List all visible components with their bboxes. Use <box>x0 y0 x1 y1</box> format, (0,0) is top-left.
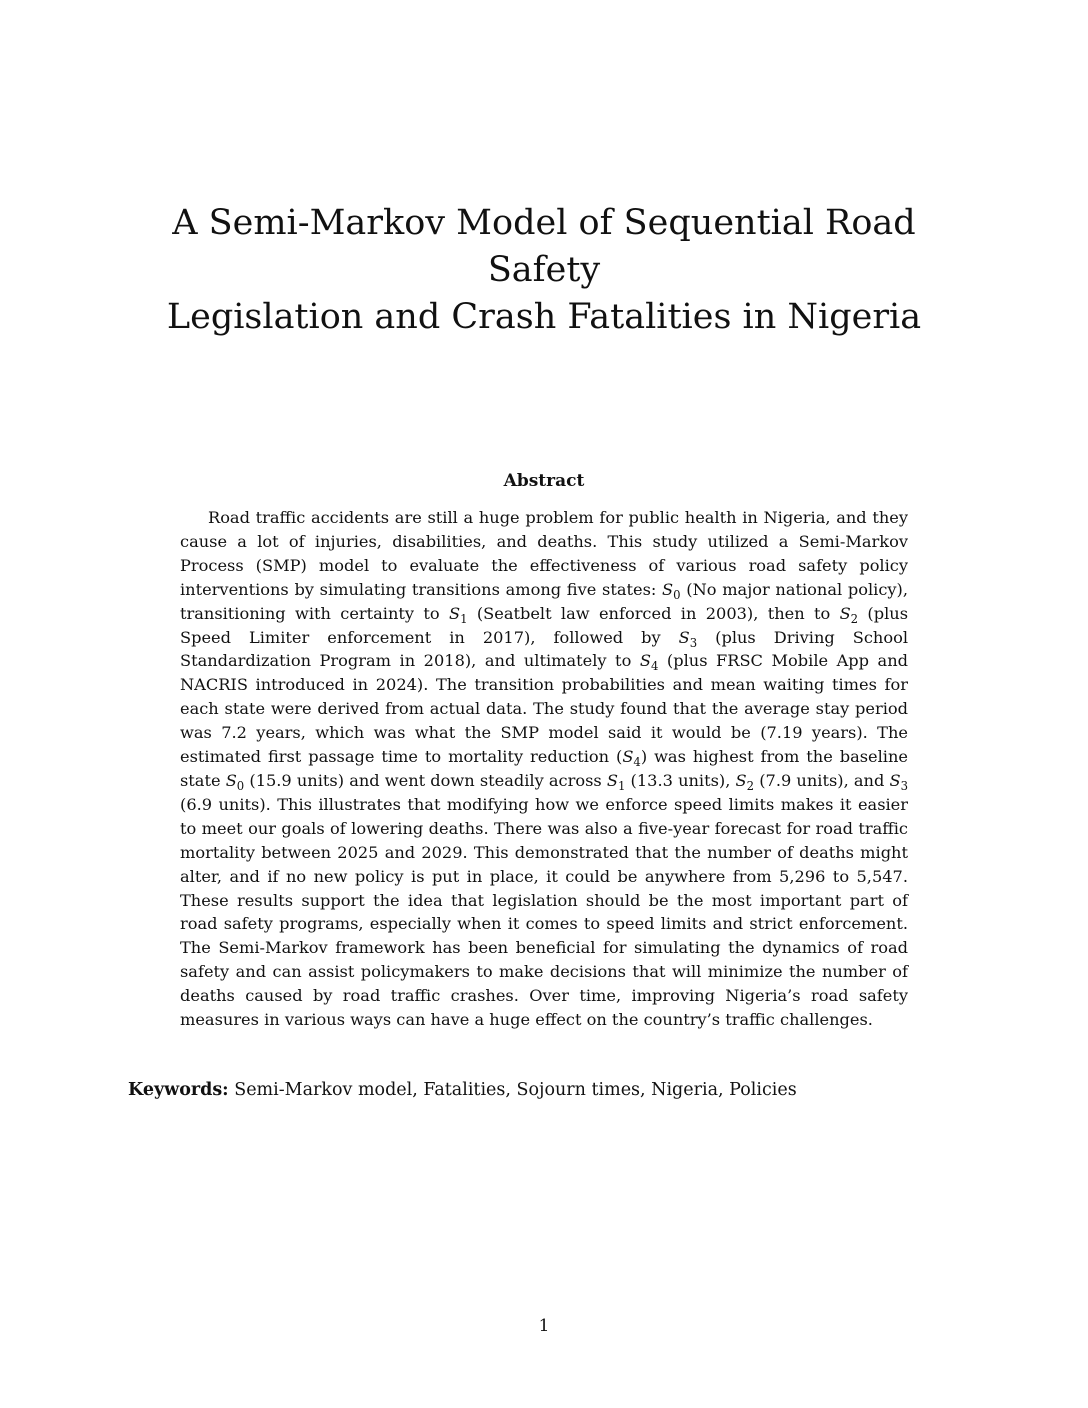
abstract-body <box>180 506 908 1032</box>
title-line-2: Legislation and Crash Fatalities in Nigeria <box>166 297 922 337</box>
state-symbol: $S_0$ <box>662 579 681 602</box>
abstract-heading: Abstract <box>503 471 585 491</box>
abstract-text: (No major national policy), transitioning with certainty to <box>180 579 908 623</box>
abstract-text: ) was highest from the baseline state <box>180 747 908 790</box>
abstract-text: (6.9 units). This illustrates that modifying how we enforce speed limits makes it easier to meet our goals of lowering deaths. There was also a five-year forecast for road traffic mortality between 2025 and 2029. This demonstrated that the number of deaths might alter, and if no new policy is put in place, it could be anywhere from 5,296 to 5,547. These results support the idea that legislation should be the most important part of road safety programs, especially when it comes to speed limits and strict enforcement. The Semi-Markov framework has been beneficial for simulating the dynamics of road safety and can assist policymakers to make decisions that will minimize the number of deaths caused by road traffic crashes. Over time, improving Nigeria’s road safety measures in various ways can have a huge effect on the country’s traffic challenges. <box>180 794 908 1030</box>
state-symbol: $S_0$ <box>225 770 245 794</box>
abstract-text: (15.9 units) and went down steadily across <box>244 770 607 790</box>
abstract-text: (plus Speed Limiter enforcement in 2017), followed by <box>180 603 909 647</box>
keywords <box>128 1080 797 1100</box>
page-number: 1 <box>538 1316 550 1336</box>
abstract-text: Road traffic accidents are still a huge problem for public health in Nigeria, and they cause a lot of injuries, disabilities, and deaths. This study utilized a Semi-Markov Process (SMP) model to evaluate the effectiveness of various road safety policy interventions by simulating transitions among five states: <box>180 508 908 599</box>
state-symbol: $S_2$ <box>839 603 859 626</box>
abstract-text: (plus Driving School Standardization Program in 2018), and ultimately to <box>180 627 908 671</box>
state-symbol: $S_2$ <box>735 770 755 794</box>
paper-title <box>130 200 958 341</box>
state-symbol: $S_1$ <box>606 770 626 794</box>
title-line-1: A Semi-Markov Model of Sequential Road Safety <box>172 203 916 290</box>
abstract-text: (plus FRSC Mobile App and NACRIS introduced in 2024). The transition probabilities and mean waiting times for each state were derived from actual data. The study found that the average stay period was 7.2 years, which was what the SMP model said it would be (7.19 years). The estimated first passage time to mortality reduction ( <box>180 651 908 767</box>
keywords-list: Semi-Markov model, Fatalities, Sojourn times, Nigeria, Policies <box>228 1080 797 1100</box>
keywords-label: Keywords: <box>128 1080 229 1100</box>
state-symbol: $S_3$ <box>678 627 698 650</box>
state-symbol: $S_4$ <box>622 747 641 770</box>
state-symbol: $S_4$ <box>639 651 659 674</box>
state-symbol: $S_1$ <box>448 603 468 626</box>
abstract-text: (13.3 units), <box>625 770 736 790</box>
abstract-text: (7.9 units), and <box>754 770 890 790</box>
abstract-text: (Seatbelt law enforced in 2003), then to <box>467 603 840 623</box>
state-symbol: $S_3$ <box>889 770 908 794</box>
